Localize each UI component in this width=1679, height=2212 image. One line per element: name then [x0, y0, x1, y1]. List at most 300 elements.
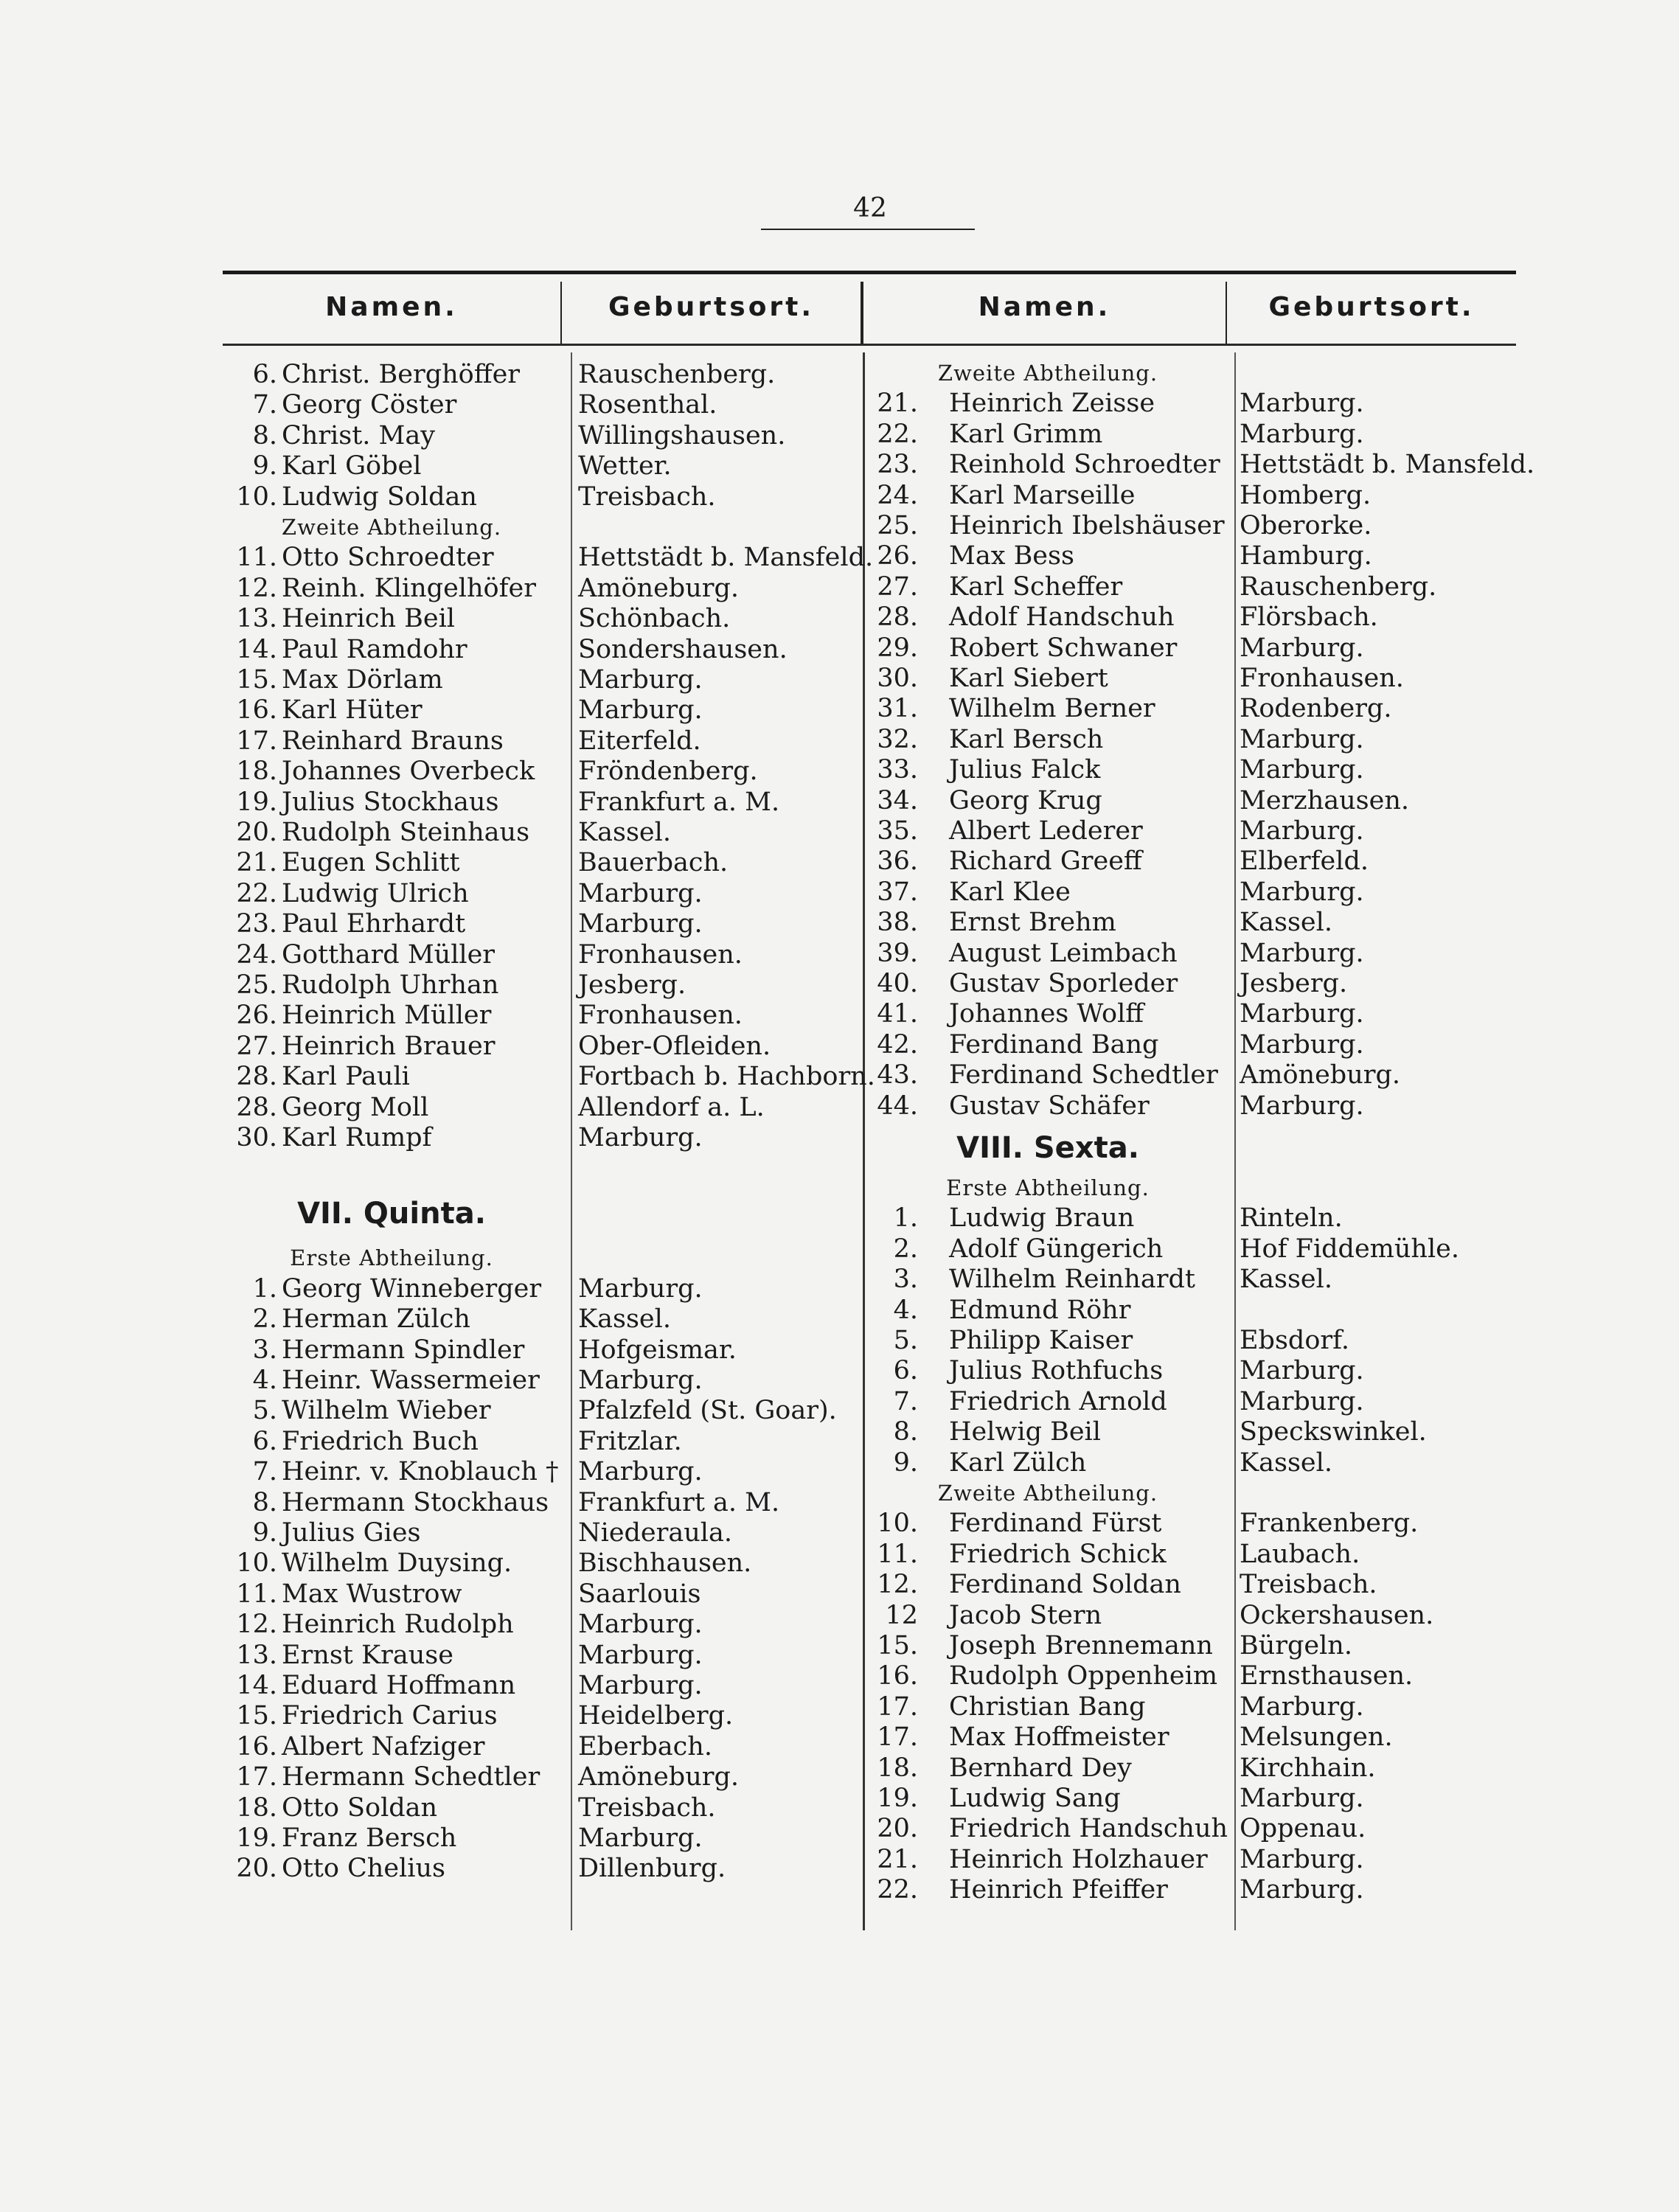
birthplace: Amöneburg.	[1240, 1060, 1400, 1091]
list-row	[223, 1548, 857, 1579]
page-number-rule	[761, 229, 975, 230]
student-name: Otto Chelius	[282, 1854, 445, 1884]
list-row	[863, 1295, 1527, 1326]
birthplace: Bischhausen.	[578, 1548, 752, 1579]
section-subheading: Erste Abtheilung.	[290, 1245, 493, 1271]
list-row	[223, 1793, 857, 1823]
list-row	[223, 665, 857, 695]
section-heading: VIII. Sexta.	[956, 1131, 1139, 1165]
list-row	[863, 908, 1527, 938]
student-name: Otto Soldan	[282, 1792, 438, 1823]
row-number: 4.	[893, 1295, 918, 1325]
student-name: Georg Krug	[949, 785, 1102, 815]
list-row	[863, 755, 1527, 785]
birthplace: Rauschenberg.	[1240, 571, 1437, 602]
birthplace: Fronhausen.	[578, 939, 743, 970]
list-row	[223, 1335, 857, 1366]
birthplace: Fortbach b. Hachborn.	[578, 1062, 875, 1092]
list-row	[863, 1356, 1527, 1386]
student-name: Herman Zülch	[282, 1304, 470, 1335]
list-row	[223, 757, 857, 787]
student-name: Bernhard Dey	[949, 1753, 1132, 1783]
list-row	[223, 695, 857, 726]
row-number: 5.	[893, 1326, 918, 1355]
student-name: Rudolph Steinhaus	[282, 818, 530, 847]
list-row	[863, 1326, 1527, 1356]
student-name: Philipp Kaiser	[949, 1326, 1133, 1355]
row-number: 16.	[877, 1661, 918, 1691]
birthplace: Marburg.	[578, 1457, 703, 1487]
birthplace: Flörsbach.	[1240, 602, 1378, 633]
list-row	[223, 1123, 857, 1153]
birthplace: Wetter.	[578, 451, 672, 481]
row-number: 14.	[236, 1671, 277, 1700]
row-number: 17.	[877, 1691, 918, 1722]
row-number: 19.	[236, 1823, 277, 1853]
row-number: 30.	[877, 664, 918, 693]
student-name: Heinr. Wassermeier	[282, 1366, 540, 1395]
row-number: 11.	[236, 543, 277, 573]
row-number: 8.	[252, 420, 277, 451]
student-name: Johannes Wolff	[949, 999, 1144, 1029]
student-name: Friedrich Carius	[282, 1701, 498, 1731]
birthplace: Marburg.	[578, 1610, 703, 1640]
birthplace: Laubach.	[1240, 1539, 1360, 1569]
row-number: 34.	[877, 785, 918, 815]
list-row	[863, 1417, 1527, 1447]
list-row	[863, 1601, 1527, 1631]
birthplace: Eiterfeld.	[578, 726, 701, 756]
student-name: Karl Pauli	[282, 1062, 410, 1092]
table-top-rule	[223, 271, 1516, 274]
list-row	[863, 1845, 1527, 1875]
row-number: 2.	[893, 1234, 918, 1264]
student-name: Heinrich Brauer	[282, 1031, 496, 1061]
header-right-names: Namen.	[978, 292, 1111, 322]
birthplace: Marburg.	[578, 665, 703, 695]
row-number: 17.	[236, 726, 277, 756]
student-name: Friedrich Arnold	[949, 1386, 1167, 1416]
birthplace: Marburg.	[578, 1640, 703, 1670]
row-number: 20.	[877, 1814, 918, 1844]
student-name: Adolf Güngerich	[949, 1234, 1164, 1264]
student-name: Heinrich Ibelshäuser	[949, 511, 1225, 540]
list-row	[863, 1784, 1527, 1814]
birthplace: Hamburg.	[1240, 541, 1372, 571]
row-number: 2.	[252, 1304, 277, 1335]
row-number: 11.	[877, 1539, 918, 1569]
student-name: Karl Scheffer	[949, 571, 1123, 602]
list-row	[863, 1030, 1527, 1060]
student-name: Georg Cöster	[282, 390, 457, 420]
section-heading: VII. Quinta.	[297, 1197, 486, 1231]
birthplace: Marburg.	[1240, 1691, 1364, 1722]
row-number: 15.	[236, 665, 277, 695]
birthplace: Homberg.	[1240, 480, 1372, 510]
student-name: Gustav Sporleder	[949, 969, 1178, 998]
birthplace: Marburg.	[1240, 1356, 1364, 1386]
list-row	[863, 1814, 1527, 1844]
birthplace: Merzhausen.	[1240, 785, 1410, 815]
student-name: Wilhelm Reinhardt	[949, 1265, 1195, 1295]
row-number: 13.	[236, 1640, 277, 1670]
student-name: Reinhold Schroedter	[949, 450, 1220, 480]
row-number: 29.	[877, 633, 918, 663]
birthplace: Oberorke.	[1240, 511, 1372, 540]
list-row	[223, 879, 857, 909]
birthplace: Oppenau.	[1240, 1814, 1366, 1844]
student-name: Heinrich Rudolph	[282, 1610, 514, 1640]
birthplace: Heidelberg.	[578, 1701, 734, 1731]
page-number: 42	[853, 193, 887, 223]
birthplace: Treisbach.	[578, 481, 716, 512]
birthplace: Marburg.	[1240, 999, 1364, 1029]
birthplace: Frankfurt a. M.	[578, 787, 780, 817]
student-name: Ferdinand Schedtler	[949, 1060, 1218, 1091]
row-number: 14.	[236, 634, 277, 664]
list-row	[863, 481, 1527, 511]
row-number: 10.	[877, 1509, 918, 1539]
birthplace: Marburg.	[1240, 1875, 1364, 1905]
list-row	[863, 572, 1527, 602]
row-number: 20.	[236, 1854, 277, 1884]
list-row	[223, 1579, 857, 1610]
student-name: Joseph Brennemann	[949, 1631, 1213, 1660]
row-number: 44.	[877, 1091, 918, 1121]
row-number: 9.	[252, 1518, 277, 1548]
row-number: 25.	[236, 970, 277, 1000]
birthplace: Bürgeln.	[1240, 1631, 1352, 1660]
student-name: Julius Falck	[949, 755, 1101, 785]
student-name: Karl Siebert	[949, 664, 1108, 693]
row-number: 11.	[236, 1579, 277, 1609]
birthplace: Marburg.	[578, 878, 703, 908]
list-row	[863, 1203, 1527, 1234]
row-number: 23.	[236, 909, 277, 939]
student-name: Otto Schroedter	[282, 543, 494, 573]
list-row	[223, 1641, 857, 1671]
list-row	[863, 846, 1527, 877]
list-row	[223, 451, 857, 481]
birthplace: Fritzlar.	[578, 1426, 682, 1456]
table-header-rule	[223, 344, 1516, 346]
list-row	[863, 1631, 1527, 1661]
list-row	[863, 1234, 1527, 1265]
student-name: Ferdinand Soldan	[949, 1570, 1181, 1600]
list-row	[223, 574, 857, 604]
row-number: 16.	[236, 695, 277, 726]
birthplace: Ockershausen.	[1240, 1600, 1434, 1630]
student-name: Karl Klee	[949, 877, 1071, 907]
list-row	[223, 1062, 875, 1092]
birthplace: Fröndenberg.	[578, 757, 758, 787]
birthplace: Speckswinkel.	[1240, 1417, 1427, 1447]
row-number: 28.	[236, 1092, 277, 1122]
list-row	[223, 604, 857, 634]
birthplace: Rosenthal.	[578, 390, 717, 420]
row-number: 9.	[252, 451, 277, 481]
row-number: 22.	[877, 1875, 918, 1905]
student-name: Friedrich Buch	[282, 1426, 479, 1456]
list-row	[223, 1488, 857, 1518]
row-number: 21.	[236, 848, 277, 878]
list-row	[863, 1448, 1527, 1478]
student-name: Eugen Schlitt	[282, 848, 460, 878]
birthplace: Ober-Ofleiden.	[578, 1031, 771, 1061]
student-name: Rudolph Uhrhan	[282, 970, 499, 1000]
list-row	[863, 1509, 1527, 1539]
birthplace: Hof Fiddemühle.	[1240, 1234, 1459, 1264]
birthplace: Frankfurt a. M.	[578, 1487, 780, 1517]
list-row	[223, 1274, 857, 1304]
list-row	[863, 602, 1527, 633]
list-row	[223, 1366, 857, 1396]
list-row	[863, 694, 1527, 724]
row-number: 12	[885, 1600, 918, 1630]
birthplace: Marburg.	[578, 1123, 703, 1152]
birthplace: Marburg.	[1240, 1844, 1364, 1874]
list-row	[863, 1875, 1527, 1905]
birthplace: Marburg.	[1240, 938, 1364, 968]
row-number: 7.	[252, 1457, 277, 1487]
student-name: Reinh. Klingelhöfer	[282, 573, 536, 603]
list-row	[223, 1671, 857, 1701]
row-number: 15.	[236, 1701, 277, 1731]
list-row	[863, 816, 1527, 846]
row-number: 19.	[236, 787, 277, 817]
student-name: Karl Bersch	[949, 724, 1104, 754]
student-name: Max Dörlam	[282, 665, 443, 695]
student-name: Johannes Overbeck	[282, 757, 535, 787]
student-name: Christian Bang	[949, 1691, 1146, 1722]
row-number: 18.	[877, 1753, 918, 1783]
list-row	[863, 420, 1527, 450]
student-name: Karl Göbel	[282, 451, 422, 481]
header-left-names: Namen.	[325, 292, 458, 322]
list-row	[863, 786, 1527, 816]
row-number: 21.	[877, 1844, 918, 1874]
student-name: Hermann Spindler	[282, 1335, 525, 1365]
birthplace: Hettstädt b. Mansfeld.	[578, 543, 874, 573]
list-row	[223, 482, 857, 512]
row-number: 37.	[877, 877, 918, 907]
list-row	[223, 1427, 857, 1457]
row-number: 31.	[877, 694, 918, 724]
student-name: Ludwig Ulrich	[282, 878, 469, 908]
student-name: Julius Gies	[282, 1518, 421, 1548]
birthplace: Marburg.	[578, 1273, 703, 1304]
birthplace: Marburg.	[1240, 816, 1364, 846]
list-row	[223, 1732, 857, 1762]
birthplace: Marburg.	[1240, 633, 1364, 663]
section-subheading: Erste Abtheilung.	[946, 1175, 1150, 1200]
birthplace: Marburg.	[1240, 1091, 1364, 1121]
row-number: 18.	[236, 1792, 277, 1823]
student-name: Friedrich Schick	[949, 1539, 1167, 1569]
birthplace: Marburg.	[1240, 724, 1364, 754]
row-number: 26.	[877, 541, 918, 571]
student-name: Hermann Schedtler	[282, 1762, 540, 1792]
birthplace: Marburg.	[578, 1823, 703, 1853]
list-row	[223, 940, 857, 970]
student-name: Karl Marseille	[949, 480, 1136, 510]
student-name: Gotthard Müller	[282, 939, 496, 970]
list-row	[863, 725, 1527, 755]
list-row	[863, 1722, 1527, 1753]
student-name: Helwig Beil	[949, 1417, 1101, 1447]
row-number: 42.	[877, 1029, 918, 1060]
birthplace: Frankenberg.	[1240, 1509, 1419, 1539]
row-number: 17.	[236, 1762, 277, 1792]
list-row	[223, 818, 857, 848]
student-name: Gustav Schäfer	[949, 1091, 1150, 1121]
list-row	[223, 1304, 857, 1335]
birthplace: Bauerbach.	[578, 848, 729, 878]
student-name: Karl Grimm	[949, 419, 1103, 449]
student-name: Max Wustrow	[282, 1579, 462, 1609]
birthplace: Dillenburg.	[578, 1854, 726, 1884]
list-row	[223, 1032, 857, 1062]
student-name: Richard Greeff	[949, 846, 1142, 877]
student-name: Heinr. v. Knoblauch †	[282, 1457, 559, 1487]
list-row	[863, 1661, 1527, 1691]
row-number: 21.	[877, 389, 918, 419]
list-row	[223, 1457, 857, 1487]
birthplace: Marburg.	[1240, 755, 1364, 785]
list-row	[863, 1570, 1527, 1600]
student-name: Max Bess	[949, 541, 1074, 571]
list-row	[863, 999, 1527, 1029]
row-number: 22.	[236, 878, 277, 908]
student-name: Paul Ehrhardt	[282, 909, 466, 939]
student-name: Ludwig Sang	[949, 1784, 1121, 1813]
row-number: 17.	[877, 1722, 918, 1753]
list-row	[223, 1610, 857, 1640]
header-right-birthplace: Geburtsort.	[1268, 292, 1475, 322]
student-name: Julius Stockhaus	[282, 787, 499, 817]
birthplace: Willingshausen.	[578, 420, 786, 451]
header-left-birthplace: Geburtsort.	[608, 292, 815, 322]
row-number: 32.	[877, 724, 918, 754]
list-row	[223, 360, 857, 390]
birthplace: Hofgeismar.	[578, 1335, 737, 1365]
student-name: Hermann Stockhaus	[282, 1487, 549, 1517]
student-name: Edmund Röhr	[949, 1295, 1131, 1325]
list-row	[223, 390, 857, 420]
birthplace: Ebsdorf.	[1240, 1326, 1349, 1355]
student-name: Ernst Brehm	[949, 908, 1116, 938]
list-row	[863, 1060, 1527, 1091]
list-row	[863, 1387, 1527, 1417]
row-number: 26.	[236, 1001, 277, 1031]
list-row	[863, 877, 1527, 908]
birthplace: Jesberg.	[578, 970, 686, 1000]
student-name: Ernst Krause	[282, 1640, 453, 1670]
birthplace: Marburg.	[1240, 419, 1364, 449]
list-row	[863, 1091, 1527, 1121]
birthplace: Marburg.	[1240, 1029, 1364, 1060]
list-row	[863, 633, 1527, 664]
list-row	[223, 1001, 857, 1031]
student-name: Heinrich Holzhauer	[949, 1844, 1208, 1874]
birthplace: Hettstädt b. Mansfeld.	[1240, 450, 1535, 480]
student-name: Rudolph Oppenheim	[949, 1661, 1218, 1691]
birthplace: Marburg.	[1240, 877, 1364, 907]
row-number: 7.	[252, 390, 277, 420]
row-number: 19.	[877, 1784, 918, 1813]
list-row	[863, 969, 1527, 999]
student-name: Christ. Berghöffer	[282, 360, 521, 389]
birthplace: Kassel.	[1240, 908, 1332, 938]
row-number: 4.	[252, 1366, 277, 1395]
row-number: 1.	[893, 1203, 918, 1234]
row-number: 12.	[236, 1610, 277, 1640]
row-number: 20.	[236, 818, 277, 847]
student-name: Max Hoffmeister	[949, 1722, 1169, 1753]
birthplace: Allendorf a. L.	[578, 1092, 765, 1122]
row-number: 10.	[236, 1548, 277, 1579]
row-number: 6.	[252, 1426, 277, 1456]
row-number: 25.	[877, 511, 918, 540]
row-number: 36.	[877, 846, 918, 877]
row-number: 23.	[877, 450, 918, 480]
birthplace: Marburg.	[1240, 1386, 1364, 1416]
student-name: Wilhelm Berner	[949, 694, 1155, 724]
birthplace: Amöneburg.	[578, 573, 739, 603]
student-name: Eduard Hoffmann	[282, 1671, 516, 1700]
student-name: Franz Bersch	[282, 1823, 457, 1853]
student-name: Georg Winneberger	[282, 1273, 542, 1304]
student-name: Paul Ramdohr	[282, 634, 467, 664]
student-name: Ferdinand Bang	[949, 1029, 1159, 1060]
birthplace: Rinteln.	[1240, 1203, 1343, 1234]
student-name: Ludwig Braun	[949, 1203, 1135, 1234]
student-name: Karl Rumpf	[282, 1123, 432, 1152]
row-number: 10.	[236, 481, 277, 512]
student-name: Reinhard Brauns	[282, 726, 504, 756]
row-number: 15.	[877, 1631, 918, 1660]
birthplace: Pfalzfeld (St. Goar).	[578, 1396, 837, 1426]
student-name: Heinrich Beil	[282, 604, 455, 634]
row-number: 24.	[877, 480, 918, 510]
row-number: 35.	[877, 816, 918, 846]
birthplace: Kassel.	[578, 818, 671, 847]
list-row	[223, 1854, 857, 1884]
birthplace: Marburg.	[578, 695, 703, 726]
list-row	[223, 787, 857, 818]
student-name: Albert Lederer	[949, 816, 1143, 846]
birthplace: Marburg.	[1240, 389, 1364, 419]
student-name: Ferdinand Fürst	[949, 1509, 1162, 1539]
row-number: 1.	[252, 1273, 277, 1304]
row-number: 33.	[877, 755, 918, 785]
row-number: 24.	[236, 939, 277, 970]
row-number: 30.	[236, 1123, 277, 1152]
birthplace: Kassel.	[1240, 1447, 1332, 1478]
student-name: Georg Moll	[282, 1092, 429, 1122]
row-number: 18.	[236, 757, 277, 787]
row-number: 16.	[236, 1731, 277, 1761]
student-name: Julius Rothfuchs	[949, 1356, 1164, 1386]
student-name: Heinrich Pfeiffer	[949, 1875, 1168, 1905]
birthplace: Eberbach.	[578, 1731, 712, 1761]
student-name: Heinrich Zeisse	[949, 389, 1155, 419]
list-row	[863, 1753, 1527, 1784]
row-number: 40.	[877, 969, 918, 998]
student-name: Wilhelm Wieber	[282, 1396, 491, 1426]
birthplace: Marburg.	[578, 1671, 703, 1700]
birthplace: Sondershausen.	[578, 634, 788, 664]
